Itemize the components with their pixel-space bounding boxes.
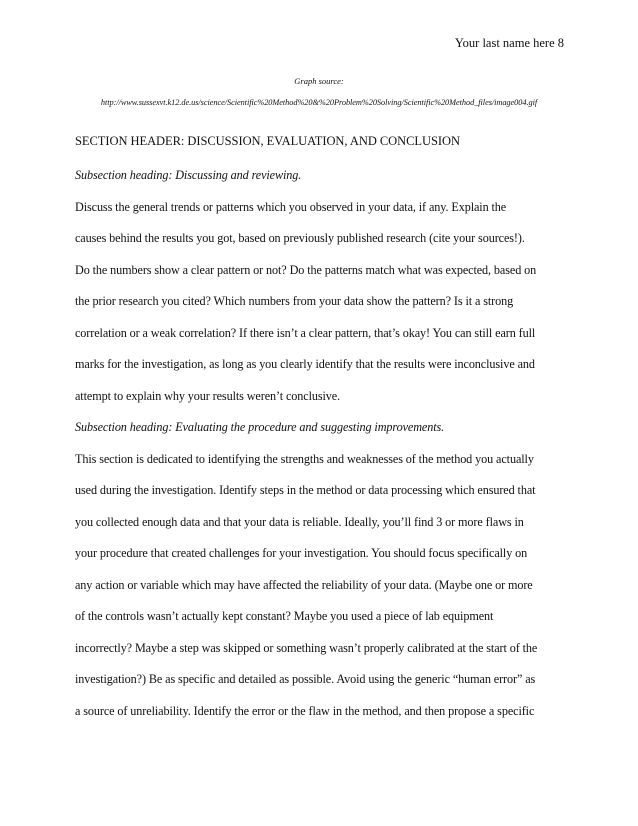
- paragraph-line: used during the investigation. Identify steps in the method or data processing which ensured that: [75, 483, 536, 497]
- paragraph-line: incorrectly? Maybe a step was skipped or something wasn’t properly calibrated at the start of the: [75, 640, 538, 655]
- paragraph-line: Do the numbers show a clear pattern or not? Do the patterns match what was expected, based on: [75, 262, 537, 277]
- paragraph-line: attempt to explain why your results weren’t conclusive.: [75, 388, 341, 403]
- paragraph-line: This section is dedicated to identifying the strengths and weaknesses of the method you actually: [75, 451, 534, 466]
- section-header: SECTION HEADER: DISCUSSION, EVALUATION, AND CONCLUSION: [75, 134, 460, 148]
- paragraph-line: the prior research you cited? Which numbers from your data show the pattern? Is it a strong: [75, 294, 514, 308]
- paragraph-line: Discuss the general trends or patterns which you observed in your data, if any. Explain the: [75, 199, 507, 214]
- paragraph-line: you collected enough data and that your data is reliable. Ideally, you’ll find 3 or more flaws in: [75, 514, 524, 529]
- running-head: Your last name here 8: [454, 36, 564, 50]
- paragraph-line: marks for the investigation, as long as you clearly identify that the results were inconclusive and: [75, 357, 535, 371]
- subsection-heading-discussing: Subsection heading: Discussing and reviewing.: [75, 168, 302, 182]
- paragraph-line: correlation or a weak correlation? If there isn’t a clear pattern, that’s okay! You can still earn full: [75, 325, 536, 340]
- paragraph-line: your procedure that created challenges for your investigation. You should focus specifically on: [75, 546, 528, 560]
- paragraph-line: a source of unreliability. Identify the error or the flaw in the method, and then propose a specific: [75, 703, 535, 718]
- paragraph-line: investigation?) Be as specific and detailed as possible. Avoid using the generic “human error” as: [75, 672, 536, 686]
- paragraph-line: causes behind the results you got, based on previously published research (cite your sources!).: [75, 231, 525, 245]
- body-text: [75, 118, 575, 727]
- subsection-heading-evaluating: Subsection heading: Evaluating the procedure and suggesting improvements.: [75, 420, 445, 434]
- graph-source-label: Graph source:: [294, 76, 344, 86]
- graph-source-url: http://www.sussexvt.k12.de.us/science/Scientific%20Method%20&%20Problem%20Solving/Scientific%20Method_files/image004.gif: [100, 98, 538, 107]
- paragraph-line: any action or variable which may have affected the reliability of your data. (Maybe one or more: [75, 577, 533, 592]
- paragraph-line: of the controls wasn’t actually kept constant? Maybe you used a piece of lab equipment: [75, 609, 494, 623]
